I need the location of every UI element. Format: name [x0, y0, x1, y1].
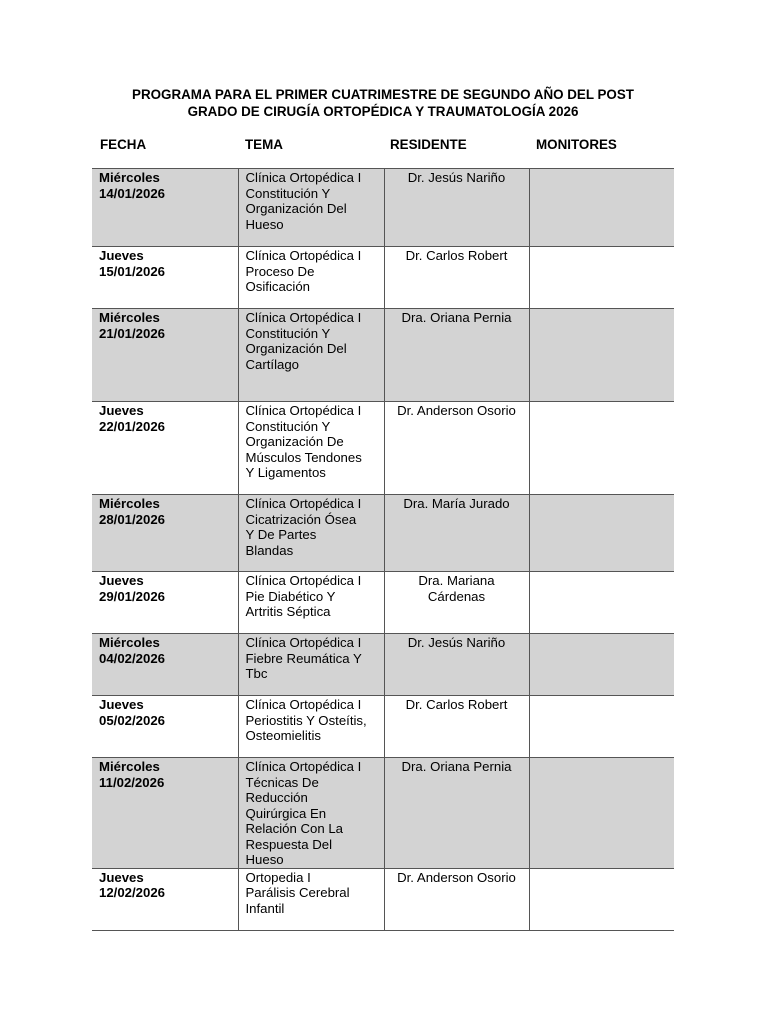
residente-line: Dra. Oriana Pernia — [401, 310, 512, 325]
cell-residente — [384, 758, 529, 869]
residente-line: Dr. Jesús Nariño — [407, 170, 506, 185]
tema-line: Y Ligamentos — [245, 465, 326, 480]
fecha-day: Jueves — [99, 248, 144, 263]
residente-line: Dr. Anderson Osorio — [397, 869, 516, 885]
tema-line: Infantil — [245, 900, 285, 916]
tema-line: Osificación — [245, 279, 310, 294]
tema-line: Hueso — [245, 216, 284, 232]
fecha-day: Miércoles — [99, 635, 160, 650]
tema-line: Técnicas De — [245, 774, 319, 790]
cell-residente — [384, 402, 529, 495]
residente-line: Dra. María Jurado — [403, 496, 510, 511]
tema-line: Pie Diabético Y — [245, 588, 336, 604]
tema-line: Clínica Ortopédica I — [245, 573, 362, 588]
cell-monitores — [529, 309, 674, 402]
cell-residente — [384, 495, 529, 572]
tema-line: Periostitis Y Osteítis, — [245, 712, 367, 728]
tema-line: Quirúrgica En — [245, 805, 327, 821]
cell-monitores — [529, 572, 674, 634]
cell-residente — [384, 572, 529, 634]
fecha-date: 11/02/2026 — [99, 774, 165, 790]
tema-line: Blandas — [245, 542, 294, 558]
cell-fecha — [92, 169, 238, 247]
table-row — [92, 169, 674, 247]
cell-tema — [238, 247, 384, 309]
residente-line: Dr. Jesús Nariño — [407, 635, 506, 650]
tema-line: Clínica Ortopédica I — [245, 403, 362, 418]
tema-line: Clínica Ortopédica I — [245, 759, 362, 774]
title-line-1: PROGRAMA PARA EL PRIMER CUATRIMESTRE DE SEGUNDO AÑO DEL POST — [132, 87, 634, 102]
cell-residente — [384, 247, 529, 309]
header-residente: RESIDENTE — [390, 137, 467, 152]
table-row — [92, 247, 674, 309]
tema-line: Clínica Ortopédica I — [245, 697, 362, 712]
tema-line: Relación Con La — [245, 821, 344, 836]
cell-tema — [238, 634, 384, 696]
tema-line: Proceso De — [245, 263, 315, 279]
header-tema: TEMA — [245, 137, 283, 152]
tema-line: Constitución Y — [245, 185, 331, 201]
fecha-day: Miércoles — [99, 310, 160, 325]
residente-line: Dr. Carlos Robert — [405, 697, 508, 712]
tema-line: Clínica Ortopédica I — [245, 170, 362, 185]
residente-line: Dra. Oriana Pernia — [401, 759, 512, 774]
cell-fecha — [92, 572, 238, 634]
tema-line: Respuesta Del — [245, 836, 332, 852]
tema-line: Tbc — [245, 666, 268, 681]
fecha-date: 21/01/2026 — [99, 325, 166, 341]
fecha-day: Jueves — [99, 403, 144, 418]
tema-line: Y De Partes — [245, 527, 317, 542]
tema-line: Cartílago — [245, 356, 300, 372]
cell-residente — [384, 696, 529, 758]
tema-line: Organización Del — [245, 201, 347, 216]
cell-tema — [238, 309, 384, 402]
table-row — [92, 572, 674, 634]
cell-monitores — [529, 402, 674, 495]
cell-tema — [238, 868, 384, 930]
title-line-2: GRADO DE CIRUGÍA ORTOPÉDICA Y TRAUMATOLOGÍA 2026 — [187, 104, 579, 119]
fecha-date: 05/02/2026 — [99, 712, 166, 728]
cell-fecha — [92, 634, 238, 696]
header-fecha: FECHA — [100, 137, 147, 152]
cell-residente — [384, 169, 529, 247]
cell-tema — [238, 572, 384, 634]
tema-line: Fiebre Reumática Y — [245, 650, 362, 666]
cell-residente — [384, 868, 529, 930]
cell-tema — [238, 495, 384, 572]
table-row — [92, 634, 674, 696]
cell-tema — [238, 169, 384, 247]
table-row — [92, 758, 674, 869]
cell-monitores — [529, 495, 674, 572]
header-monitores: MONITORES — [536, 137, 617, 152]
fecha-day: Miércoles — [99, 759, 160, 774]
fecha-day: Jueves — [99, 869, 144, 885]
tema-line: Clínica Ortopédica I — [245, 310, 362, 325]
fecha-date: 15/01/2026 — [99, 263, 166, 279]
cell-fecha — [92, 247, 238, 309]
document-title — [92, 86, 674, 120]
table-row — [92, 696, 674, 758]
cell-residente — [384, 634, 529, 696]
cell-fecha — [92, 696, 238, 758]
fecha-date: 28/01/2026 — [99, 511, 166, 527]
cell-monitores — [529, 868, 674, 930]
cell-fecha — [92, 868, 238, 930]
cell-monitores — [529, 758, 674, 869]
residente-line: Dr. Anderson Osorio — [397, 403, 516, 418]
tema-line: Constitución Y — [245, 325, 331, 341]
tema-line: Clínica Ortopédica I — [245, 496, 362, 511]
cell-tema — [238, 402, 384, 495]
fecha-date: 14/01/2026 — [99, 185, 166, 201]
cell-tema — [238, 696, 384, 758]
tema-line: Reducción — [245, 790, 308, 805]
fecha-date: 04/02/2026 — [99, 650, 166, 666]
cell-monitores — [529, 169, 674, 247]
fecha-day: Miércoles — [99, 170, 160, 185]
fecha-date: 12/02/2026 — [99, 885, 166, 900]
tema-line: Artritis Séptica — [245, 604, 331, 619]
cell-monitores — [529, 247, 674, 309]
cell-tema — [238, 758, 384, 869]
cell-fecha — [92, 758, 238, 869]
fecha-date: 22/01/2026 — [99, 418, 166, 434]
tema-line: Organización De — [245, 434, 344, 449]
cell-fecha — [92, 402, 238, 495]
cell-monitores — [529, 696, 674, 758]
tema-line: Ortopedia I — [245, 869, 311, 885]
fecha-day: Jueves — [99, 573, 144, 588]
fecha-day: Miércoles — [99, 496, 160, 511]
table-row — [92, 402, 674, 495]
tema-line: Clínica Ortopédica I — [245, 635, 362, 650]
fecha-day: Jueves — [99, 697, 144, 712]
residente-line: Dra. Mariana — [418, 573, 495, 588]
tema-line: Organización Del — [245, 341, 347, 356]
tema-line: Osteomielitis — [245, 728, 321, 743]
residente-line: Cárdenas — [427, 588, 486, 604]
tema-line: Clínica Ortopédica I — [245, 248, 362, 263]
fecha-date: 29/01/2026 — [99, 588, 166, 604]
cell-monitores — [529, 634, 674, 696]
tema-line: Cicatrización Ósea — [245, 511, 357, 527]
schedule-table — [92, 168, 674, 931]
tema-line: Constitución Y — [245, 418, 331, 434]
residente-line: Dr. Carlos Robert — [405, 248, 508, 263]
table-row — [92, 495, 674, 572]
cell-residente — [384, 309, 529, 402]
tema-line: Hueso — [245, 852, 284, 867]
cell-fecha — [92, 309, 238, 402]
table-row — [92, 309, 674, 402]
tema-line: Músculos Tendones — [245, 449, 362, 465]
cell-fecha — [92, 495, 238, 572]
tema-line: Parálisis Cerebral — [245, 885, 350, 900]
table-row — [92, 868, 674, 930]
